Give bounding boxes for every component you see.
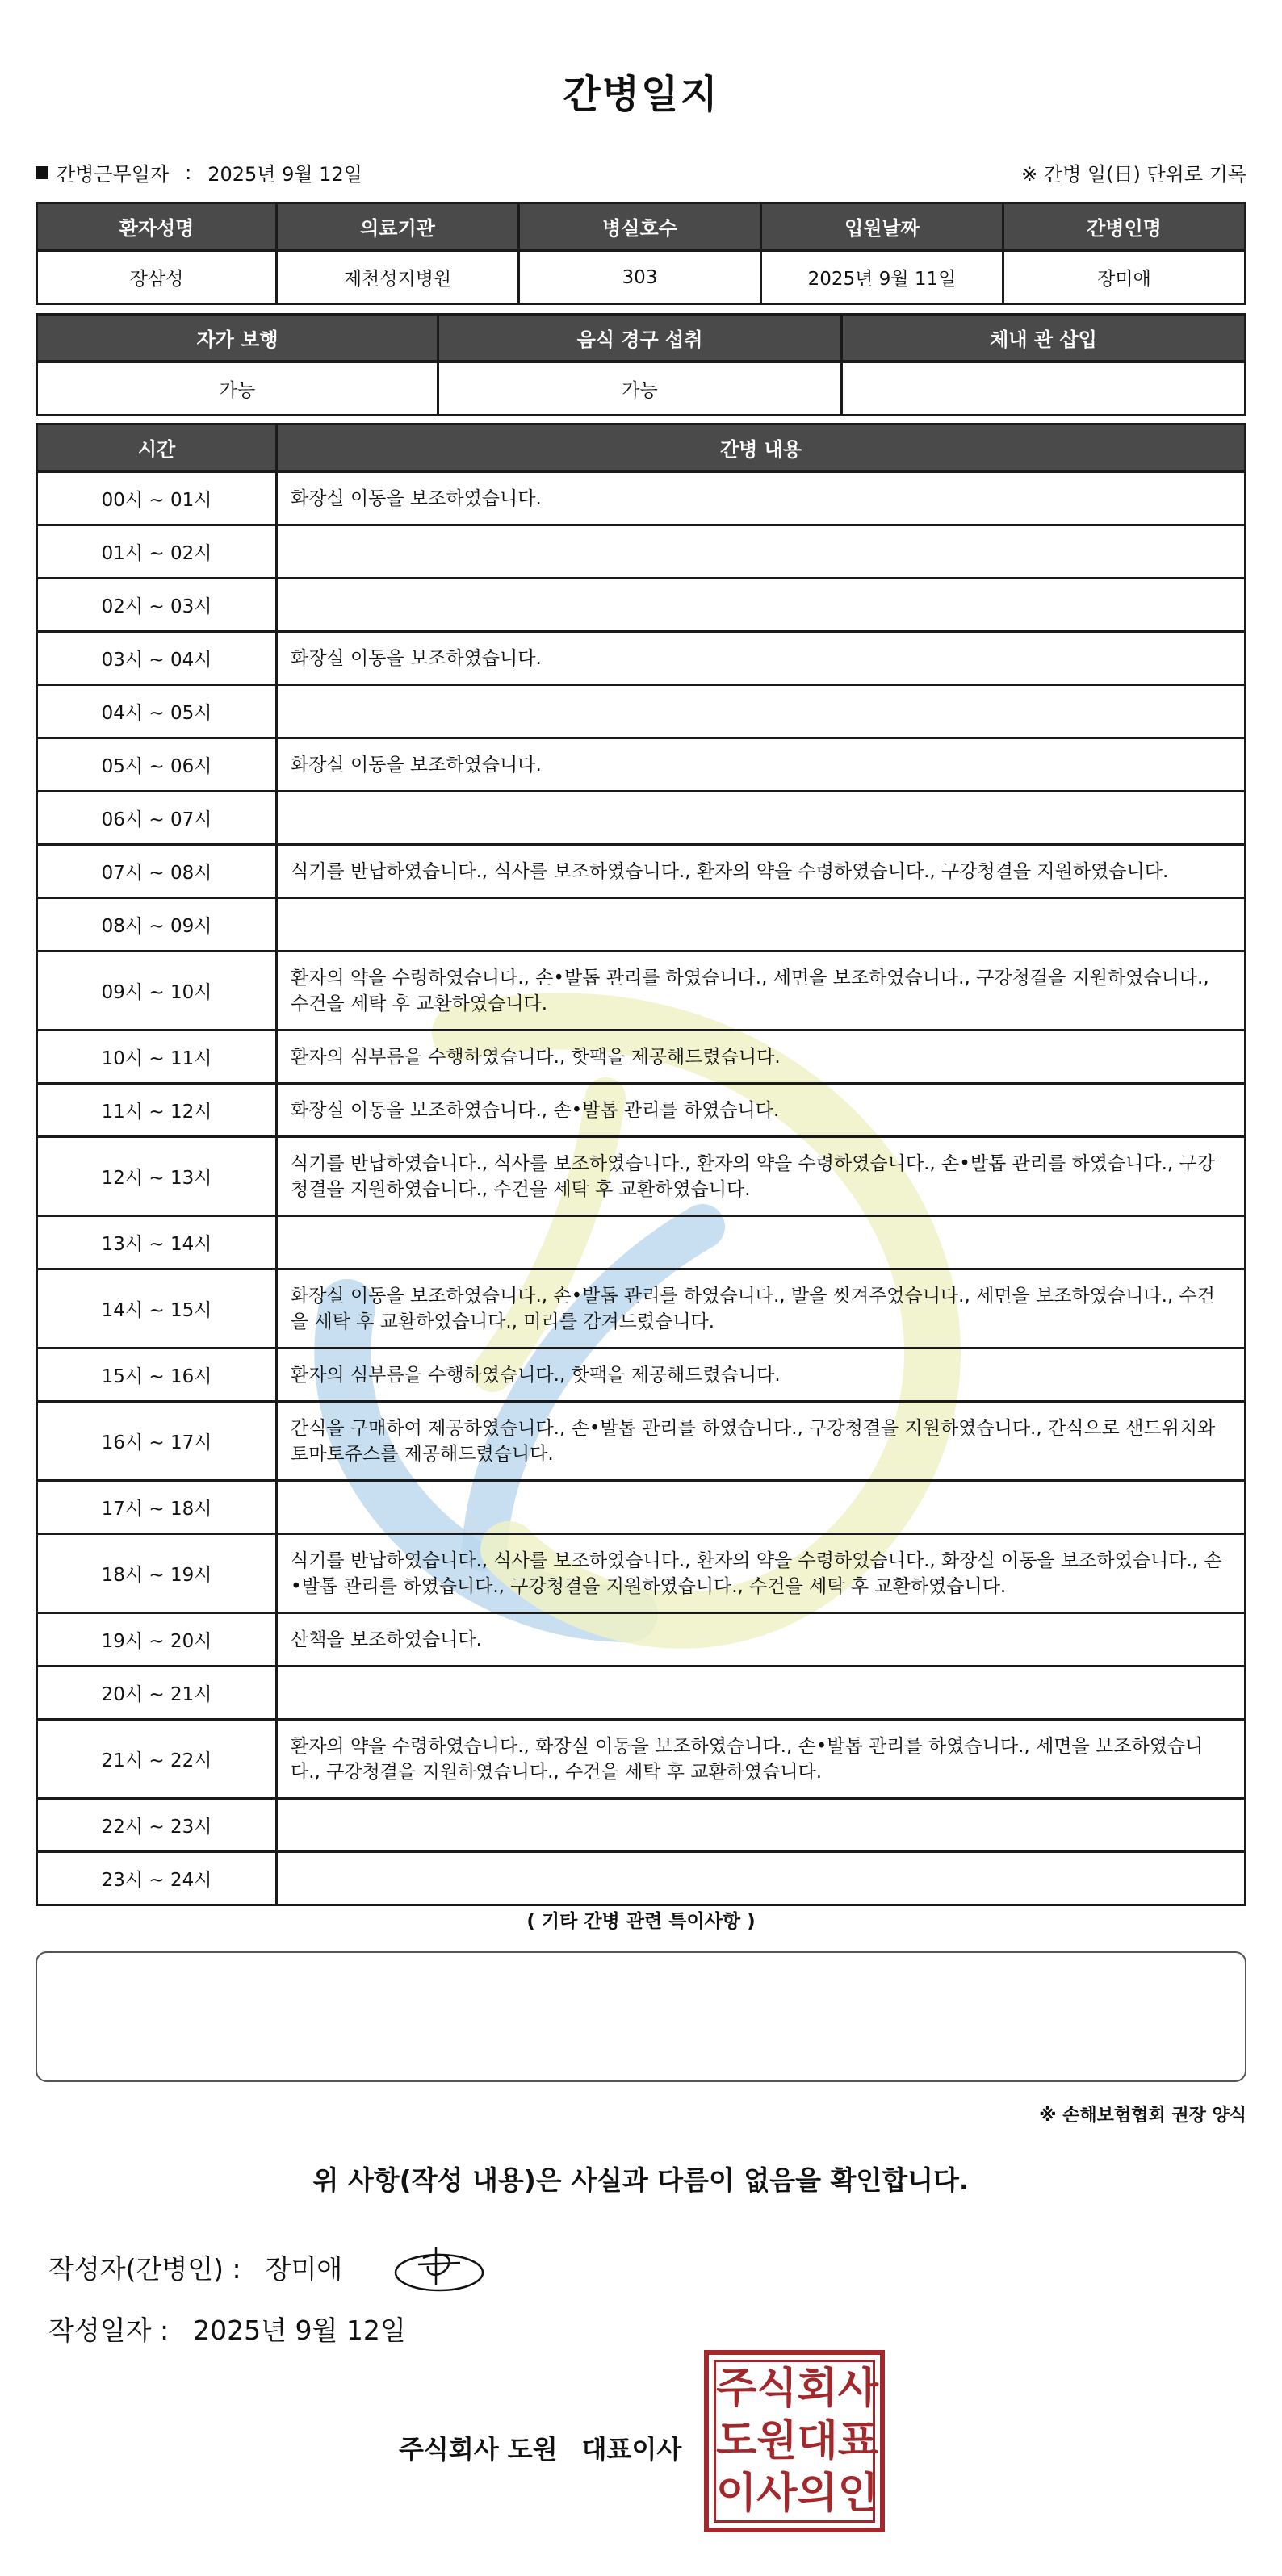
table-row — [36, 1403, 1246, 1482]
patient-info-table — [36, 202, 1246, 305]
seal-char: 대 — [797, 2416, 838, 2465]
seal-char: 원 — [756, 2416, 798, 2465]
log-time: 09시 ~ 10시 — [36, 952, 278, 1031]
log-content: 식기를 반납하였습니다., 식사를 보조하였습니다., 환자의 약을 수령하였습니다., 화장실 이동을 보조하였습니다., 손•발톱 관리를 하였습니다., 구강청결을 지원하였습니다., 수건을 세탁 후 교환하였습니다. — [278, 1535, 1246, 1614]
log-content: 환자의 약을 수령하였습니다., 화장실 이동을 보조하였습니다., 손•발톱 관리를 하였습니다., 세면을 보조하였습니다., 구강청결을 지원하였습니다., 수건을 세탁 후 교환하였습니다. — [278, 1721, 1246, 1800]
seal-char: 인 — [837, 2469, 878, 2519]
log-content — [278, 1853, 1246, 1906]
log-content: 환자의 심부름을 수행하였습니다., 핫팩을 제공해드렸습니다. — [278, 1031, 1246, 1085]
table-row — [36, 1853, 1246, 1906]
log-time: 00시 ~ 01시 — [36, 473, 278, 526]
log-time: 05시 ~ 06시 — [36, 739, 278, 792]
table-row — [36, 686, 1246, 739]
log-time: 16시 ~ 17시 — [36, 1403, 278, 1482]
table-row — [36, 792, 1246, 846]
seal-char: 주 — [716, 2364, 757, 2413]
log-content — [278, 1800, 1246, 1853]
table-row — [36, 633, 1246, 686]
log-content: 환자의 심부름을 수행하였습니다., 핫팩을 제공해드렸습니다. — [278, 1349, 1246, 1403]
table-row — [36, 1138, 1246, 1217]
table-row — [36, 526, 1246, 579]
header-admission-date: 입원날짜 — [762, 202, 1004, 252]
table-row — [36, 1800, 1246, 1853]
seal-char: 회 — [797, 2364, 838, 2413]
log-content: 화장실 이동을 보조하였습니다., 손•발톱 관리를 하였습니다. — [278, 1085, 1246, 1138]
log-content — [278, 899, 1246, 952]
table-row — [36, 1217, 1246, 1270]
work-date-label: 간병근무일자 — [57, 163, 170, 186]
unit-note: ※ 간병 일(日) 단위로 기록 — [1021, 163, 1246, 186]
header-oral-intake: 음식 경구 섭취 — [439, 313, 843, 363]
notes-box — [36, 1951, 1246, 2082]
log-time: 22시 ~ 23시 — [36, 1800, 278, 1853]
log-time: 15시 ~ 16시 — [36, 1349, 278, 1403]
header-room: 병실호수 — [520, 202, 762, 252]
log-content: 환자의 약을 수령하였습니다., 손•발톱 관리를 하였습니다., 세면을 보조하였습니다., 구강청결을 지원하였습니다., 수건을 세탁 후 교환하였습니다. — [278, 952, 1246, 1031]
log-time: 06시 ~ 07시 — [36, 792, 278, 846]
seal-char: 식 — [756, 2364, 798, 2413]
patient-status-table — [36, 313, 1246, 416]
log-content — [278, 1217, 1246, 1270]
table-row — [36, 1667, 1246, 1721]
log-time: 03시 ~ 04시 — [36, 633, 278, 686]
table-row — [36, 1085, 1246, 1138]
table-row — [36, 1349, 1246, 1403]
header-patient-name: 환자성명 — [36, 202, 278, 252]
signature-icon — [391, 2227, 488, 2308]
log-time: 07시 ~ 08시 — [36, 846, 278, 899]
writer-line — [48, 2248, 342, 2286]
log-content — [278, 1667, 1246, 1721]
table-row — [36, 473, 1246, 526]
log-content: 산책을 보조하였습니다. — [278, 1614, 1246, 1667]
hospital: 제천성지병원 — [278, 252, 520, 305]
log-content: 간식을 구매하여 제공하였습니다., 손•발톱 관리를 하였습니다., 구강청결을 지원하였습니다., 간식으로 샌드위치와 토마토쥬스를 제공해드렸습니다. — [278, 1403, 1246, 1482]
log-content: 화장실 이동을 보조하였습니다., 손•발톱 관리를 하였습니다., 발을 씻겨주었습니다., 세면을 보조하였습니다., 수건을 세탁 후 교환하였습니다., 머리를 감겨드렸습니다. — [278, 1270, 1246, 1349]
header-care-content: 간병 내용 — [278, 423, 1246, 473]
company-seal — [704, 2350, 885, 2532]
log-content: 화장실 이동을 보조하였습니다. — [278, 739, 1246, 792]
log-time: 08시 ~ 09시 — [36, 899, 278, 952]
admission-date: 2025년 9월 11일 — [762, 252, 1004, 305]
date-label: 작성일자 : — [48, 2315, 170, 2346]
table-row — [36, 1614, 1246, 1667]
company-name: 주식회사 도원 — [399, 2434, 558, 2465]
notes-label: ( 기타 간병 관련 특이사항 ) — [526, 1911, 756, 1932]
seal-grid — [714, 2360, 878, 2523]
table-row — [36, 846, 1246, 899]
bullet-square-icon — [36, 166, 48, 179]
header-tube: 체내 관 삽입 — [843, 313, 1246, 363]
log-content — [278, 579, 1246, 633]
log-time: 13시 ~ 14시 — [36, 1217, 278, 1270]
caregiver-name: 장미애 — [1004, 252, 1246, 305]
confirmation-statement: 위 사항(작성 내용)은 사실과 다름이 없음을 확인합니다. — [312, 2164, 970, 2196]
log-time: 17시 ~ 18시 — [36, 1482, 278, 1535]
date-value: 2025년 9월 12일 — [193, 2315, 406, 2346]
writer-name: 장미애 — [265, 2253, 343, 2285]
seal-char: 도 — [716, 2416, 757, 2465]
log-time: 11시 ~ 12시 — [36, 1085, 278, 1138]
seal-char: 사 — [837, 2364, 878, 2413]
log-content — [278, 686, 1246, 739]
header-time: 시간 — [36, 423, 278, 473]
table-row — [36, 739, 1246, 792]
work-date-value: 2025년 9월 12일 — [207, 163, 362, 186]
log-content — [278, 792, 1246, 846]
page-title: 간병일지 — [563, 72, 719, 117]
table-row — [36, 1031, 1246, 1085]
company-line — [399, 2429, 681, 2466]
walking-value: 가능 — [36, 363, 439, 416]
log-content — [278, 1482, 1246, 1535]
seal-char: 표 — [837, 2416, 878, 2465]
writer-label: 작성자(간병인) : — [48, 2253, 241, 2285]
care-log-table — [36, 423, 1246, 1906]
log-content: 화장실 이동을 보조하였습니다. — [278, 633, 1246, 686]
work-date-separator: : — [185, 161, 192, 184]
form-note: ※ 손해보험협회 권장 양식 — [1039, 2106, 1246, 2126]
log-content — [278, 526, 1246, 579]
log-content: 화장실 이동을 보조하였습니다. — [278, 473, 1246, 526]
seal-char: 이 — [716, 2469, 757, 2519]
tube-value — [843, 363, 1246, 416]
log-time: 12시 ~ 13시 — [36, 1138, 278, 1217]
table-row — [36, 952, 1246, 1031]
table-row — [36, 1721, 1246, 1800]
room-number: 303 — [520, 252, 762, 305]
log-time: 23시 ~ 24시 — [36, 1853, 278, 1906]
oral-intake-value: 가능 — [439, 363, 843, 416]
header-walking: 자가 보행 — [36, 313, 439, 363]
seal-char: 사 — [756, 2469, 798, 2519]
work-date — [36, 158, 362, 186]
log-time: 01시 ~ 02시 — [36, 526, 278, 579]
meta-row — [36, 158, 1246, 190]
table-row — [36, 1270, 1246, 1349]
table-row — [36, 1482, 1246, 1535]
table-row — [36, 579, 1246, 633]
table-row — [36, 1535, 1246, 1614]
company-title: 대표이사 — [581, 2434, 682, 2465]
log-time: 18시 ~ 19시 — [36, 1535, 278, 1614]
log-time: 20시 ~ 21시 — [36, 1667, 278, 1721]
log-time: 04시 ~ 05시 — [36, 686, 278, 739]
log-content: 식기를 반납하였습니다., 식사를 보조하였습니다., 환자의 약을 수령하였습니다., 손•발톱 관리를 하였습니다., 구강청결을 지원하였습니다., 수건을 세탁 후 교환하였습니다. — [278, 1138, 1246, 1217]
header-hospital: 의료기관 — [278, 202, 520, 252]
header-caregiver: 간병인명 — [1004, 202, 1246, 252]
log-time: 10시 ~ 11시 — [36, 1031, 278, 1085]
log-time: 02시 ~ 03시 — [36, 579, 278, 633]
log-time: 21시 ~ 22시 — [36, 1721, 278, 1800]
patient-name: 장삼성 — [36, 252, 278, 305]
seal-char: 의 — [797, 2469, 838, 2519]
table-row — [36, 899, 1246, 952]
log-time: 19시 ~ 20시 — [36, 1614, 278, 1667]
log-time: 14시 ~ 15시 — [36, 1270, 278, 1349]
written-date-line — [48, 2310, 406, 2348]
log-content: 식기를 반납하였습니다., 식사를 보조하였습니다., 환자의 약을 수령하였습니다., 구강청결을 지원하였습니다. — [278, 846, 1246, 899]
